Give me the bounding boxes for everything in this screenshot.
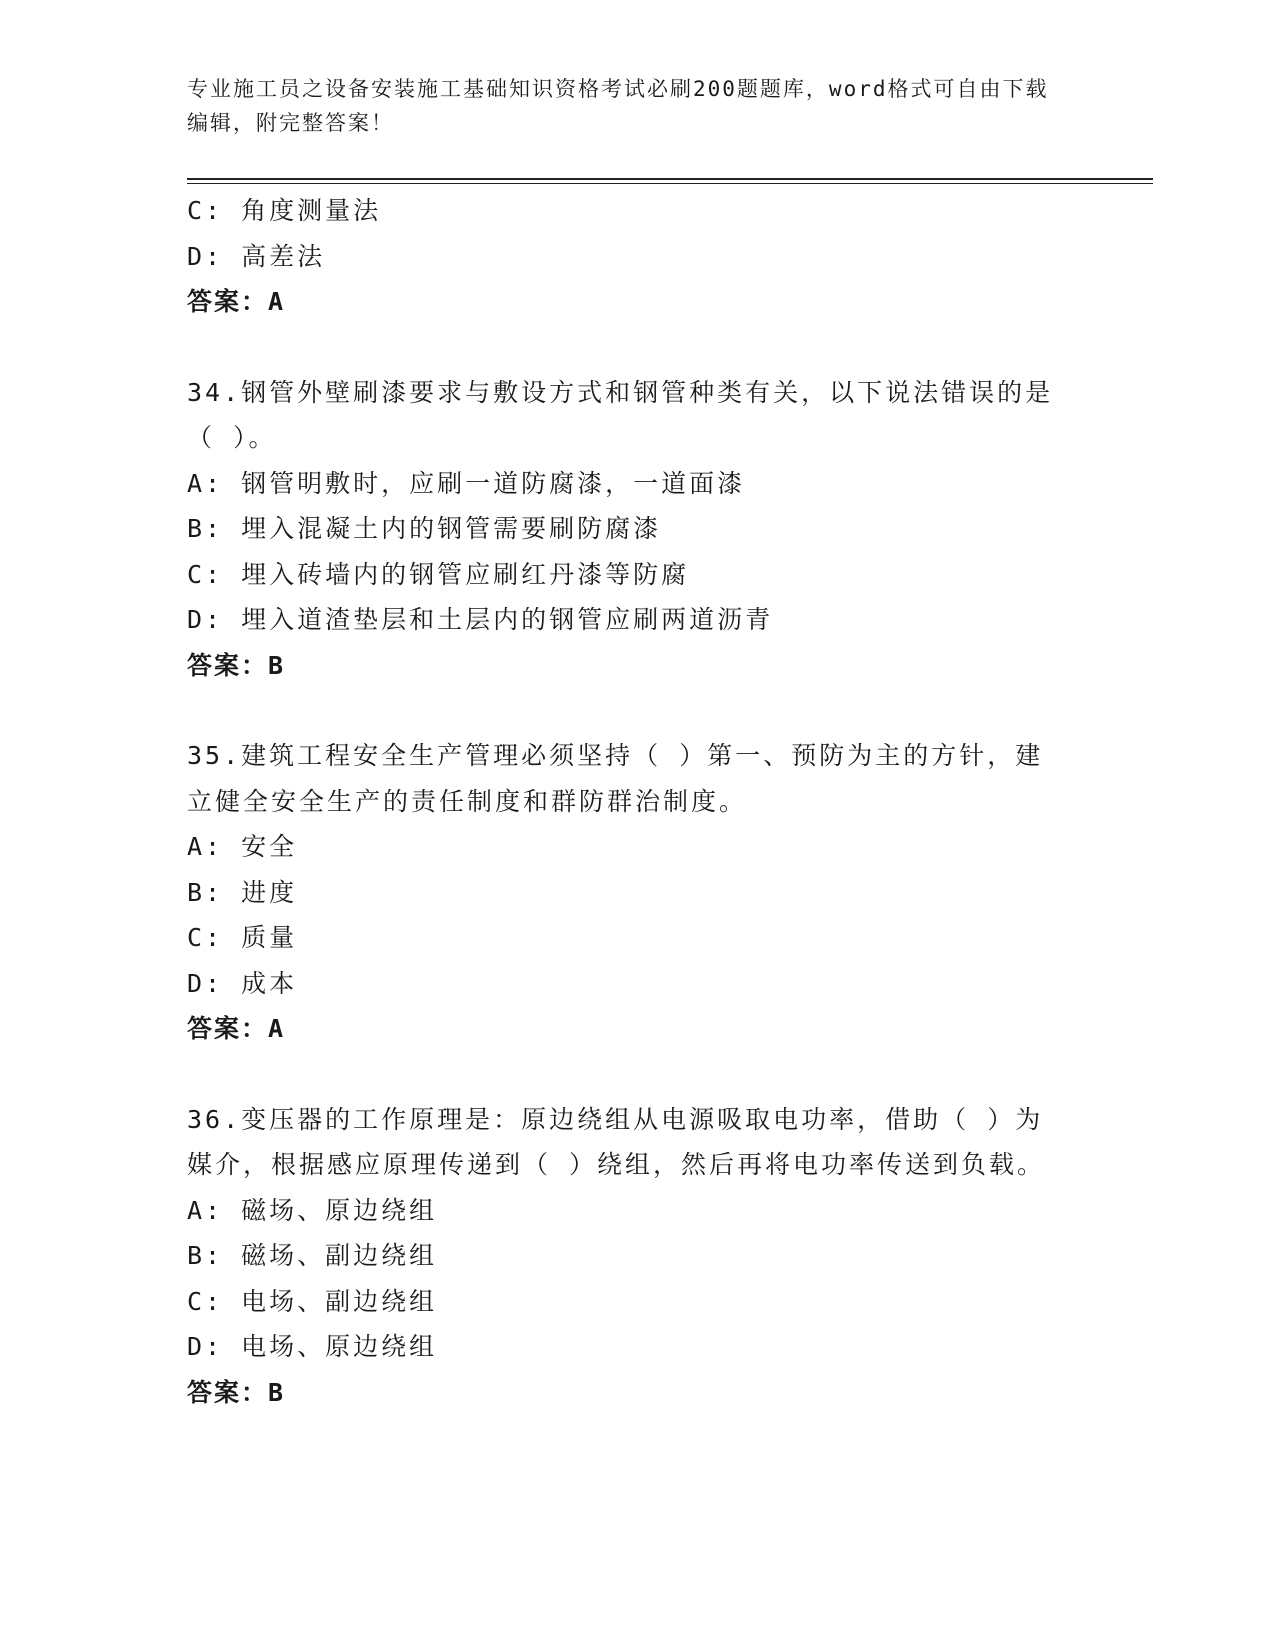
question-stem-line2: 媒介，根据感应原理传递到（ ）绕组，然后再将电功率传送到负载。 <box>187 1150 1046 1179</box>
option-a: A: 磁场、原边绕组 <box>187 1195 438 1225</box>
answer-line: 答案：A <box>187 287 286 316</box>
question-34 <box>187 370 1087 689</box>
continued-question <box>187 188 1087 325</box>
question-stem-line1: 36.变压器的工作原理是：原边绕组从电源吸取电功率，借助（ ）为 <box>187 1104 1044 1134</box>
option-b: B: 埋入混凝土内的钢管需要刷防腐漆 <box>187 514 662 543</box>
question-36 <box>187 1097 1087 1416</box>
option-c: C: 电场、副边绕组 <box>187 1286 438 1316</box>
option-c: C: 埋入砖墙内的钢管应刷红丹漆等防腐 <box>187 559 690 589</box>
option-d: D: 高差法 <box>187 241 326 271</box>
option-b: B: 进度 <box>187 877 298 907</box>
page-header: 专业施工员之设备安装施工基础知识资格考试必刷200题题库，word格式可自由下载编辑，附完整答案！ <box>187 77 1049 135</box>
option-d: D: 成本 <box>187 968 298 998</box>
option-a: A: 安全 <box>187 832 298 861</box>
option-c: C: 角度测量法 <box>187 196 382 225</box>
option-a: A: 钢管明敷时，应刷一道防腐漆，一道面漆 <box>187 468 746 498</box>
question-stem-line1: 34.钢管外壁刷漆要求与敷设方式和钢管种类有关，以下说法错误的是 <box>187 377 1054 407</box>
option-d: D: 电场、原边绕组 <box>187 1332 438 1361</box>
option-c: C: 质量 <box>187 923 298 952</box>
question-35 <box>187 733 1087 1052</box>
answer-line: 答案：B <box>187 1377 286 1407</box>
question-stem-line2: （ ）。 <box>187 423 277 452</box>
question-stem-line2: 立健全安全生产的责任制度和群防群治制度。 <box>187 786 748 816</box>
option-d: D: 埋入道渣垫层和土层内的钢管应刷两道沥青 <box>187 605 774 634</box>
question-content <box>187 188 1087 1415</box>
header-divider-thick <box>187 178 1153 180</box>
option-b: B: 磁场、副边绕组 <box>187 1241 438 1270</box>
header-divider-thin <box>187 183 1153 184</box>
question-stem-line1: 35.建筑工程安全生产管理必须坚持（ ）第一、预防为主的方针，建 <box>187 741 1044 770</box>
answer-line: 答案：B <box>187 650 286 680</box>
answer-line: 答案：A <box>187 1014 286 1043</box>
